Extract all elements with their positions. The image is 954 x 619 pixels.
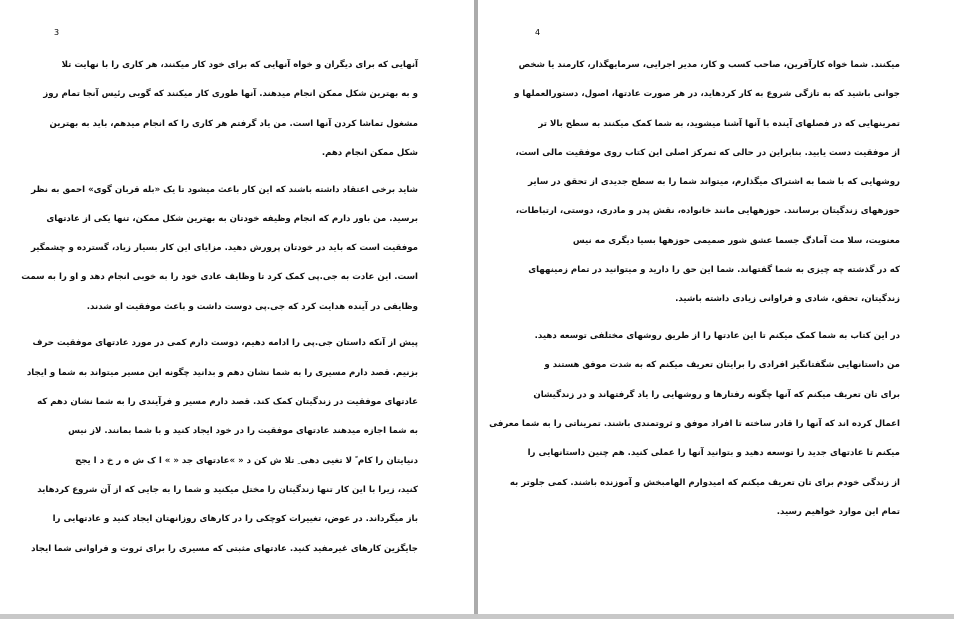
text-line: دنیایتان را کام ً لا تغیی دهی ِ تلا ش کن د « »عادتهای جد « » ا ک ش ه ر خ د ا یجح <box>75 455 418 466</box>
text-line: که در گذشته چه چیزی به شما گفتهاند. شما این حق را دارید و میتوانید در تمام زمینههای <box>528 265 900 276</box>
text-line: مشغول تماشا کردن آنها است. من یاد گرفتم هر کاری را که انجام میدهم، باید به بهترین <box>49 118 418 129</box>
text-line: کنید، زیرا با این کار تنها زندگیتان را مختل میکنید و شما را به جایی که از آن شروع کردهاید <box>37 484 418 495</box>
text-line: بزنیم. قصد دارم مسیری را به شما نشان دهم و بدانید چگونه این مسیر میتواند به شما و ایجاد <box>26 367 418 378</box>
text-line: پیش از آنکه داستان جی.پی را ادامه دهیم، دوست دارم کمی در مورد عادتهای موفقیت حرف <box>32 338 418 349</box>
page-3 <box>0 0 474 614</box>
paragraph <box>21 176 418 322</box>
text-line: باز میگرداند. در عوض، تغییرات کوچکی را در کارهای روزانهتان ایجاد کنید و عادتهایی را <box>52 514 418 525</box>
text-line: عادتهای موفقیت در زندگیتان کمک کند. قصد دارم مسیر و فرآیندی را به شما نشان دهم که <box>37 397 418 408</box>
paragraph <box>514 51 900 315</box>
text-line: برای تان تعریف میکنم که آنها چگونه رفتارها و روشهایی را یاد گرفتهاند و در زندگیشان <box>533 389 900 400</box>
page-number: 3 <box>54 28 60 37</box>
text-line: برسید. من باور دارم که انجام وظیفه خودتان به بهترین شکل ممکن، تنها یکی از عادتهای <box>46 213 418 224</box>
text-line: تمام این موارد خواهیم رسید. <box>776 506 900 517</box>
text-line: است. این عادت به جی.پی کمک کرد تا وظایف عادی خود را به خوبی انجام دهد و او را به سمت <box>21 272 418 283</box>
text-line: حوزههای زندگیتان برسانند. حوزههایی مانند خانواده، نقش پدر و مادری، دوستی، ارتباطات، <box>515 206 900 217</box>
text-line: میکنند. شما خواه کارآفرین، صاحب کسب و کار، مدیر اجرایی، سرمایهگذار، کارمند یا شخص <box>518 60 900 70</box>
text-line: تمرینهایی که در فصلهای آینده با آنها آشنا میشوید، به شما کمک میکنند به سطح بالا تر <box>538 118 900 129</box>
text-line: موفقیت است که باید در خودتان پرورش دهید. مزایای این کار بسیار زیاد، گسترده و چشمگیر <box>30 243 418 254</box>
paragraph <box>26 329 418 563</box>
text-line: زندگیتان، تحقق، شادی و فراوانی زیادی داشته باشید. <box>675 294 900 305</box>
text-line: به شما اجازه میدهند عادتهای موفقیت را در خود ایجاد کنید و با شما بمانند. لاز نیس <box>68 426 418 437</box>
text-line: روشهایی که با شما به اشتراک میگذارم، میتواند شما را به سطح جدیدی از تحقق در سایر <box>528 177 900 188</box>
text-line: آنهایی که برای دیگران و خواه آنهایی که برای خود کار میکنند، هر کاری را با نهایت تلا <box>61 60 418 70</box>
text-line: و به بهترین شکل ممکن انجام میدهند. آنها طوری کار میکنند که گویی رئیس آنجا تمام روز <box>43 89 418 100</box>
text-line: وظایفی در آینده هدایت کرد که جی.پی دوست داشت و باعث موفقیت او شدند. <box>86 301 418 312</box>
text-line: شکل ممکن انجام دهم. <box>321 147 418 158</box>
paragraph <box>489 322 900 527</box>
text-line: اعمال کرده اند که آنها را قادر ساخته تا افراد موفق و ثروتمندی باشند. تمریناتی را به شما معرفی <box>489 418 900 429</box>
paragraph <box>43 51 418 168</box>
text-line: شاید برخی اعتقاد داشته باشند که این کار باعث میشود تا یک «بله قربان گوی» احمق به نظر <box>31 184 418 195</box>
page-4 <box>478 0 954 614</box>
text-line: در این کتاب به شما کمک میکنم تا این عادتها را از طریق روشهای مختلفی توسعه دهید. <box>534 331 900 342</box>
viewer-bottom-edge <box>0 614 954 619</box>
text-line: جایگزین کارهای غیرمفید کنید. عادتهای مثبتی که مسیری را برای ثروت و فراوانی شما ایجاد <box>31 543 418 554</box>
page-number: 4 <box>535 28 541 37</box>
text-line: از زندگی خودم برای تان تعریف میکنم که امیدوارم الهامبخش و آموزنده باشند. کمی جلوتر به <box>509 477 900 488</box>
text-line: معنویت، سلا مت آمادگ جسما عشق شور صمیمی حوزهها بسیا دیگری مه نیس <box>572 235 900 246</box>
text-line: از موفقیت دست یابید. بنابراین در حالی که تمرکز اصلی این کتاب روی موفقیت مالی است، <box>515 147 900 158</box>
text-line: من داستانهایی شگفتانگیز افرادی را برایتان تعریف میکنم که به شدت موفق هستند و <box>544 360 900 371</box>
page-body <box>21 51 418 571</box>
text-line: میکنم تا عادتهای جدید را توسعه دهید و بتوانید آنها را عملی کنید. هم چنین داستانهایی را <box>527 448 900 459</box>
page-body <box>489 51 900 535</box>
text-line: جوانی باشید که به تازگی شروع به کار کردهاید، در هر صورت عادتها، اصول، دستورالعملها و <box>514 89 900 100</box>
